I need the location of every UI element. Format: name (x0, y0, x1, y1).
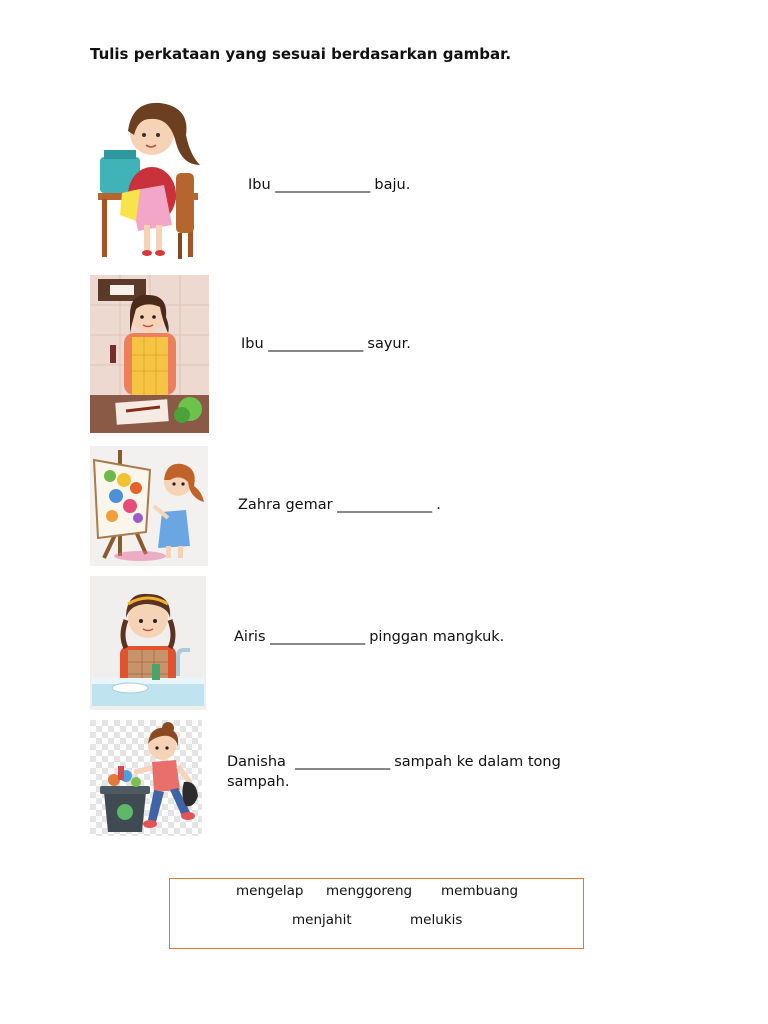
word-bank-item[interactable]: melukis (410, 912, 463, 928)
question-5 (227, 752, 561, 792)
question-4-text-before: Airis (234, 629, 266, 645)
question-2-blank[interactable]: ______________ (268, 336, 363, 352)
cooking-illustration (90, 275, 209, 433)
question-5-text-before: Danisha (227, 754, 291, 770)
question-4-blank[interactable]: ______________ (270, 629, 365, 645)
throwing-trash-illustration (90, 720, 202, 836)
question-2-text-after: sayur. (367, 336, 411, 352)
question-2 (241, 334, 411, 354)
sewing-illustration (90, 95, 210, 260)
word-bank-item[interactable]: menggoreng (326, 883, 413, 899)
washing-dishes-illustration (90, 576, 206, 710)
question-5-text-line2: sampah. (227, 774, 290, 790)
question-1 (248, 175, 410, 195)
instruction-title: Tulis perkataan yang sesuai berdasarkan gambar. (90, 45, 512, 63)
question-5-blank[interactable]: ______________ (295, 754, 390, 770)
question-3-text-before: Zahra gemar (238, 497, 333, 513)
question-5-text-after: sampah ke dalam tong (394, 754, 561, 770)
word-bank-item[interactable]: membuang (441, 883, 519, 899)
painting-illustration (90, 446, 208, 566)
question-3 (238, 495, 441, 515)
question-3-blank[interactable]: ______________ (337, 497, 432, 513)
question-1-text-after: baju. (374, 177, 411, 193)
word-bank-item[interactable]: menjahit (292, 912, 352, 928)
question-1-text-before: Ibu (248, 177, 271, 193)
question-3-text-after: . (436, 497, 441, 513)
question-4-text-after: pinggan mangkuk. (369, 629, 505, 645)
question-1-blank[interactable]: ______________ (275, 177, 370, 193)
question-2-text-before: Ibu (241, 336, 264, 352)
word-bank-box (169, 878, 584, 949)
word-bank-item[interactable]: mengelap (236, 883, 304, 899)
question-4 (234, 627, 504, 647)
